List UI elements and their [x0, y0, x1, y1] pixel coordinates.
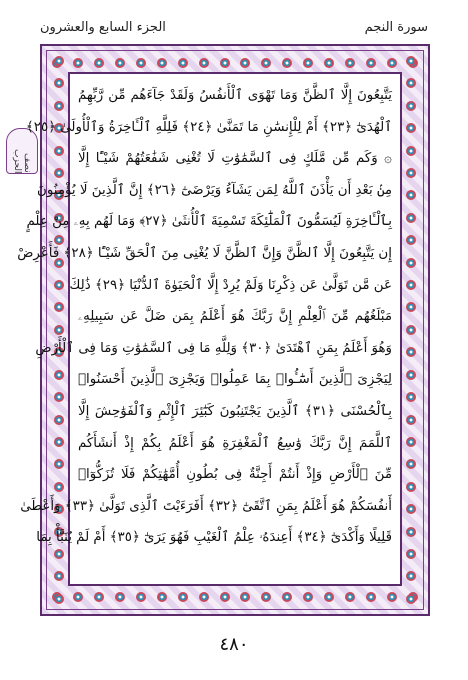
text-line-7: عَن مَّن تَوَلَّىٰ عَن ذِكْرِنَا وَلَمْ يُرِدْ إِلَّا ٱلْحَيَوٰةَ ٱلدُّنْيَا ﴿٢٩﴾ ذَٰلِكَ — [69, 277, 392, 293]
page-number: ٤٨٠ — [219, 634, 249, 655]
text-line-1: يَتَّبِعُونَ إِلَّا ٱلظَّنَّ وَمَا تَهْوَى ٱلْأَنفُسُ وَلَقَدْ جَآءَهُم مِّن رَّبِّهِمُ — [78, 88, 392, 103]
hizb-marker: نصف الحزب — [6, 128, 38, 174]
juz-title: الجزء السابع والعشرون — [40, 19, 166, 35]
text-line-15: قَلِيلًا وَأَكْدَىٰٓ ﴿٣٤﴾ أَعِندَهُۥ عِلْمُ ٱلْغَيْبِ فَهُوَ يَرَىٰٓ ﴿٣٥﴾ أَمْ لَمْ يُنَبَّأْ بِمَا — [36, 530, 392, 546]
text-line-2: ٱلْهُدَىٰٓ ﴿٢٣﴾ أَمْ لِلْإِنسَٰنِ مَا تَمَنَّىٰ ﴿٢٤﴾ فَلِلَّهِ ٱلْـَٔاخِرَةُ وَٱلْأُولَىٰ ﴿٢٥﴾ — [25, 119, 392, 135]
text-line-3: ۞ وَكَم مِّن مَّلَكٍ فِى ٱلسَّمَٰوَٰتِ لَا تُغْنِى شَفَٰعَتُهُمْ شَيْـًٔا إِلَّا — [78, 151, 392, 167]
ornament-row-top — [52, 56, 418, 70]
ornament-col-right — [404, 56, 418, 604]
surah-title: سورة النجم — [364, 19, 428, 35]
text-line-14: أَنفُسَكُمْ هُوَ أَعْلَمُ بِمَنِ ٱتَّقَىٰٓ ﴿٣٢﴾ أَفَرَءَيْتَ ٱلَّذِى تَوَلَّىٰ ﴿٣٣﴾ وَأَعْطَىٰ — [20, 498, 392, 514]
text-line-12: ٱللَّمَمَ إِنَّ رَبَّكَ وَٰسِعُ ٱلْمَغْفِرَةِ هُوَ أَعْلَمُ بِكُمْ إِذْ أَنشَأَكُم — [78, 435, 392, 451]
text-line-6: إِن يَتَّبِعُونَ إِلَّا ٱلظَّنَّ وَإِنَّ ٱلظَّنَّ لَا يُغْنِى مِنَ ٱلْحَقِّ شَيْـًٔا ﴿٢٨﴾ فَأَعْرِضْ — [17, 245, 392, 261]
ornament-row-bottom — [52, 590, 418, 604]
text-line-11: بِٱلْحُسْنَى ﴿٣١﴾ ٱلَّذِينَ يَجْتَنِبُونَ كَبَٰٓئِرَ ٱلْإِثْمِ وَٱلْفَوَٰحِشَ إِلَّا — [78, 403, 392, 419]
text-line-5: بِٱلْـَٔاخِرَةِ لَيُسَمُّونَ ٱلْمَلَٰٓئِكَةَ تَسْمِيَةَ ٱلْأُنثَىٰ ﴿٢٧﴾ وَمَا لَهُم بِهِۦ مِنْ عِلْمٍ — [26, 214, 392, 230]
text-line-13: مِّنَ ٱلْأَرْضِ وَإِذْ أَنتُمْ أَجِنَّةٌ فِى بُطُونِ أُمَّهَٰتِكُمْ فَلَا تُزَكُّوٓا۟ — [78, 467, 392, 483]
page-header — [40, 14, 428, 40]
text-line-10: لِيَجْزِىَ ٱلَّذِينَ أَسَٰٓـُٔوا۟ بِمَا عَمِلُوا۟ وَيَجْزِىَ ٱلَّذِينَ أَحْسَنُوا۟ — [78, 372, 392, 388]
text-line-4: مِنۢ بَعْدِ أَن يَأْذَنَ ٱللَّهُ لِمَن يَشَآءُ وَيَرْضَىٰٓ ﴿٢٦﴾ إِنَّ ٱلَّذِينَ لَا يُؤْمِنُونَ — [37, 182, 392, 198]
text-line-9: وَهُوَ أَعْلَمُ بِمَنِ ٱهْتَدَىٰ ﴿٣٠﴾ وَلِلَّهِ مَا فِى ٱلسَّمَٰوَٰتِ وَمَا فِى ٱلْأَرْضِ — [35, 340, 392, 356]
text-line-8: مَبْلَغُهُم مِّنَ ٱلْعِلْمِ إِنَّ رَبَّكَ هُوَ أَعْلَمُ بِمَن ضَلَّ عَن سَبِيلِهِۦ — [78, 309, 392, 325]
